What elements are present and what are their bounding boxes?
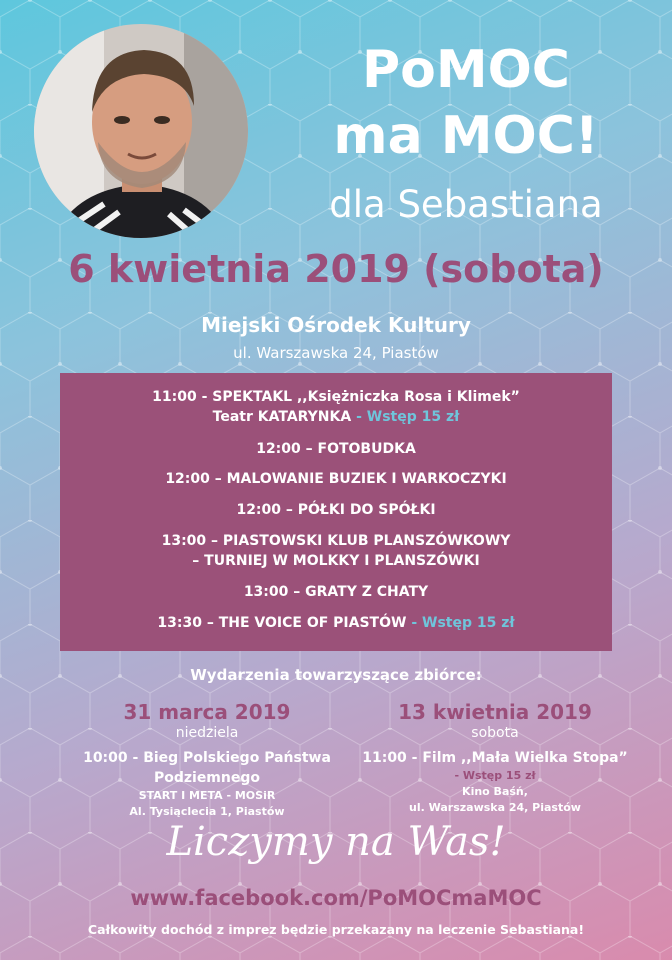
side-event-line: Kino Baśń, (462, 785, 528, 798)
event-venue: Miejski Ośrodek Kultury (201, 313, 471, 337)
poster-title-line1: PoMOC (362, 40, 570, 100)
facebook-link[interactable]: www.facebook.com/PoMOCmaMOC (130, 886, 542, 910)
program-item: 11:00 - SPEKTAKL ,,Księżniczka Rosa i Klimek” (152, 389, 520, 405)
event-date: 6 kwietnia 2019 (sobota) (68, 247, 604, 291)
program-item: 12:00 – MALOWANIE BUZIEK I WARKOCZYKI (165, 471, 507, 487)
side-event-line: Al. Tysiąclecia 1, Piastów (129, 805, 285, 818)
side-event-line: 10:00 - Bieg Polskiego Państwa (83, 750, 331, 766)
side-event-fee: - Wstęp 15 zł (454, 769, 536, 782)
poster-title-line2: ma MOC! (333, 106, 599, 166)
program-item: 12:00 – PÓŁKI DO SPÓŁKI (236, 502, 436, 518)
program-item: – TURNIEJ W MOLKKY I PLANSZÓWKI (192, 553, 480, 569)
portrait-photo (34, 24, 248, 238)
program-item: 13:30 – THE VOICE OF PIASTÓW - Wstęp 15 zł (157, 615, 515, 631)
closing-slogan: Liczymy na Was! (166, 819, 506, 865)
program-item: Teatr KATARYNKA - Wstęp 15 zł (212, 409, 460, 425)
side-event-line: ul. Warszawska 24, Piastów (409, 801, 581, 814)
side-event-line: START I META - MOSiR (138, 789, 276, 802)
side-event-date: 31 marca 2019 (123, 700, 291, 724)
side-event-day: niedziela (175, 725, 239, 741)
footer-note: Całkowity dochód z imprez będzie przekazany na leczenie Sebastiana! (87, 922, 585, 937)
program-box (60, 373, 612, 651)
program-item: 13:00 – GRATY Z CHATY (243, 584, 429, 600)
side-event-line: Podziemnego (153, 770, 261, 786)
side-event-date: 13 kwietnia 2019 (398, 700, 592, 724)
side-event-line: 11:00 - Film ,,Mała Wielka Stopa” (362, 750, 628, 766)
side-event-left (62, 700, 352, 820)
side-events-header: Wydarzenia towarzyszące zbiórce: (190, 666, 482, 684)
program-item: 12:00 – FOTOBUDKA (256, 441, 416, 457)
side-event-right (340, 700, 650, 816)
side-event-day: sobota (471, 725, 519, 741)
poster-subtitle: dla Sebastiana (329, 183, 603, 226)
program-item: 13:00 – PIASTOWSKI KLUB PLANSZÓWKOWY (161, 533, 511, 549)
event-address: ul. Warszawska 24, Piastów (233, 344, 439, 362)
